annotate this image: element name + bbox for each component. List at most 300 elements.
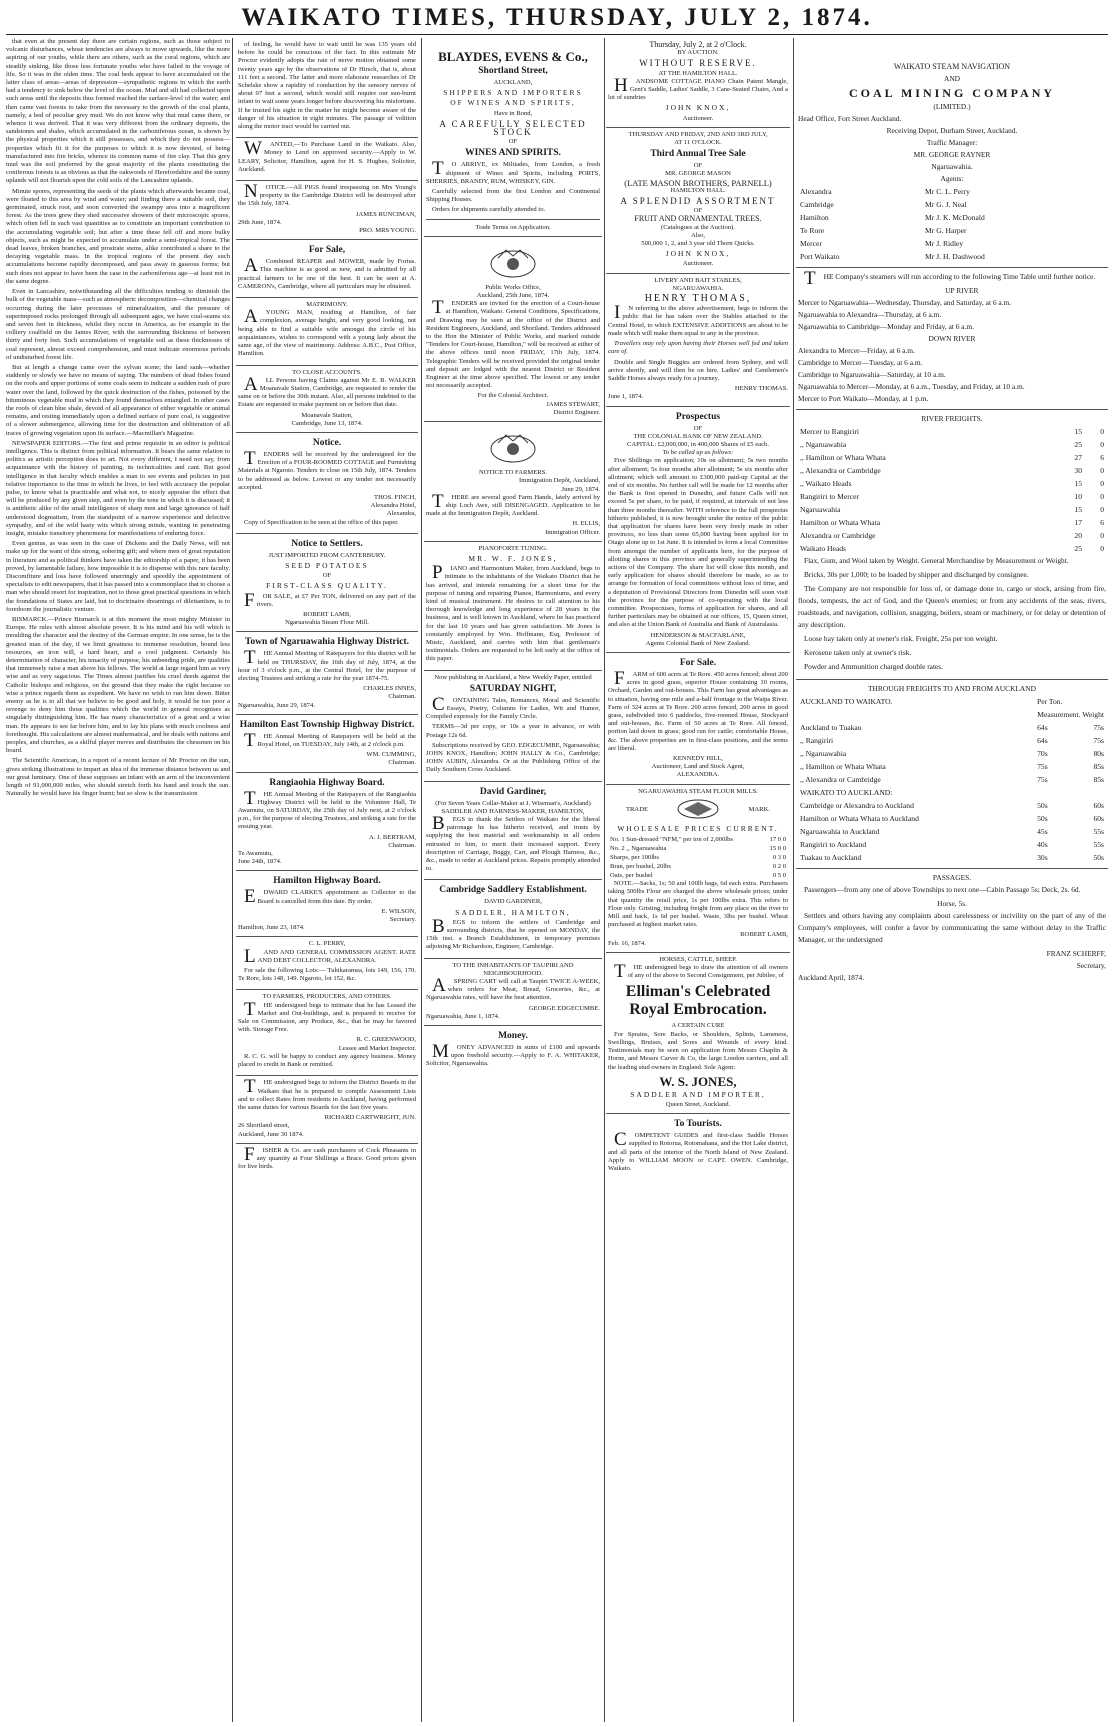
ad-text: FARM of 600 acres at Te Rore. 450 acres fenced; about 200 acres in good grass, superior House containing 10 rooms, Orchard, Garden and out-houses. This Farm has great advantages as to situation, having one mile and a-half frontage to the Waipa River. Farm of 324 acres at Te Rore. 260 acres fenced, 200 acres in good grass, subdivided into 6 paddocks, five-roomed House, Stockyard and out-houses, &c. Farm of 50 acres at Te Rore. All fenced, portion laid down in grass; good run for cattle; comfortable House, &c. The above properties are in first-class positions, and the terms are liberal. [608,668,788,752]
table-cell: 64s [1037,723,1048,732]
table-cell: 10 [1074,492,1082,501]
ad-notice-farmers [424,422,602,542]
table-cell: ,, Hamilton or Whata Whata [800,453,886,462]
ad-heading: TO CLOSE ACCOUNTS. [292,368,362,376]
table-row [798,721,1106,734]
table-cell: 85s [1093,762,1104,771]
ad-subheading: WHOLESALE PRICES CURRENT. [617,824,779,834]
column-divider [421,38,422,1722]
masthead [0,0,1114,34]
article-paragraph: BISMARCK.—Prince Bismarck is at this moment the most mighty Minister in Europe. He rules with almost absolute power. It is his mind and his will which is moulding the character and the destiny of the German empire. In one sense, he is the greatest man of the day, if we limit greatness to immense resolution, bound less resources, an iron will, a hard heart, and a cool judgment. Certainly his determination of character, his tenacity of purpose, his unbending pride, are qualities that immensely raise a man above his fellows. The world at large regard him as very wise and as very sagacious. The Times almost justifies his cruel deeds against the Catholic bishops and religious, on the ground that they make the right because so wise a prince regards them as expedient. We have no wish to run him down. Bitter enemy as he is to all that we believe to be good and holy, it would be too poor a revenge to deny him those qualities which the world in general recognises as singularly distinguishing him. He has many characteristics of a great and a wise man. He appears to see far before him, and to lay his plans with much coolness and forethought. His calculations are almost mathematical, and he deals with nations and peoples, and churches, as a skilful player moves and distributes the chessmen on his board. [6,616,230,755]
ad-heading: David Gardiner, [479,786,547,797]
table-cell: Rangiriri to Mercer [800,492,860,501]
ad-signature: FRANZ SCHERFF, [1046,949,1106,958]
ad-flour-mills [606,785,790,953]
ad-passages [796,869,1108,988]
ad-signature: Agents Colonial Bank of New Zealand. [645,639,751,647]
ad-signature: Secretary. [389,916,416,924]
table-cell: 60s [1093,801,1104,810]
crown-emblem-icon [478,244,548,280]
table-cell: 0 [1100,427,1104,436]
ad-subheading: OF [693,207,703,215]
table-cell: Te Rore [800,226,825,235]
ad-heading: To Tourists. [674,1119,722,1130]
ad-subheading: THROUGH FREIGHTS TO AND FROM AUCKLAND [868,684,1036,693]
table-cell: ,, Ngaruawahia [800,749,847,758]
ad-subheading: Trade Terms on Application. [475,223,551,231]
ad-signature: PRO. MRS YOUNG. [359,227,416,235]
ad-subheading: AT THE HAMILTON HALL. [658,69,738,77]
timetable-line: Mercer to Ngaruawahia—Wednesday, Thursday, and Saturday, at 6 a.m. [798,298,1012,307]
ad-subheading: Have in Bond, [493,109,533,117]
ad-colonial-bank [606,407,790,653]
table-cell: Hamilton [800,213,829,222]
ad-text: LAND AND GENERAL COMMISSION AGENT. RATE AND DEBT COLLECTOR, ALEXANDRA. [244,945,416,967]
ad-subheading: (LIMITED.) [933,102,971,111]
table-cell: 50s [1037,801,1048,810]
ad-steam-navigation [796,38,1108,268]
ad-subheading: MR. GEORGE MASON [665,170,731,178]
table-cell: 17 0 0 [769,836,786,844]
table-cell: Alexandra or Cambridge [800,531,876,540]
ad-text: NOTE.—Sacks, 1s; 50 and 100lb bags, 6d each extra. Purchasers taking 500lbs Flour are charged the above wholesale prices; under that quantity the retail price, 1s per 100lbs extra. This refers to Flour only. Gristing, including freight from any place on the river to Mill and back, 1s 6d per bushel. Waste, 3lbs per bushel. Wheat purchased at highest market rates. [608,880,788,929]
ad-text: Receiving Depot, Durham Street, Auckland. [886,126,1018,135]
table-row [798,477,1106,490]
ad-subheading: FIRST-CLASS QUALITY. [266,581,388,591]
ad-text: Passengers—from any one of above Townships to next one—Cabin Passage 5s; Deck, 2s. 6d. [804,885,1081,894]
table-cell: 75s [1093,736,1104,745]
ad-heading: Cambridge Saddlery Establishment. [439,885,587,896]
ad-signature: JAMES RUNCIMAN, [355,210,416,218]
ad-subheading: DOWN RIVER [928,334,976,343]
table-cell: Port Waikato [800,252,840,261]
table-row [798,799,1106,812]
ad-text: FISHER & Co. are cash purchasers of Cock Pheasants in any quantity at Four Shillings a Brace. Good prices given for live birds. [238,1143,416,1171]
ad-subheading: AUCKLAND, [493,79,533,86]
newspaper-title: WAIKATO TIMES, THURSDAY, JULY 2, 1874. [241,4,873,31]
ad-subheading: THURSDAY AND FRIDAY, 2ND AND 3RD JULY, [628,130,768,138]
table-row [798,250,1106,263]
ad-date: Feb. 16, 1874. [608,939,646,947]
table-cell: Rangiriri to Auckland [800,840,867,849]
table-cell: Hamilton or Whata Whata to Auckland [800,814,919,823]
ad-text: MONEY ADVANCED in sums of £100 and upwards upon freehold security.—Apply to F. A. WHITAKER, Solicitor, Ngaruawahia. [426,1041,600,1068]
table-cell: Oats, per bushel [610,872,653,880]
table-cell: Mr G. J. Neal [925,200,967,209]
ad-heading: Hamilton Highway Board. [273,876,381,887]
ad-text: Copy of Specification to be seen at the office of this paper. [244,518,399,526]
ad-signature: 26 Shortland street, [238,1122,290,1130]
table-cell: 17 [1074,518,1082,527]
ad-text: THE undersigned begs to inform the District Boards in the Waikato that he is prepared to compile Assessment Lists and to collect Rates from residents in Auckland, having performed the same duties for various Boards for the last five years. [238,1076,416,1111]
table-cell: Mr J. H. Dashwood [925,252,985,261]
ad-signature: Auctioneer, Land and Stock Agent, [651,763,745,771]
ad-text: MR. GEORGE RAYNER [913,150,991,159]
table-cell: ,, Ngaruawahia [800,440,847,449]
table-cell: 0 [1100,466,1104,475]
ad-taupiri [424,959,602,1026]
ad-text: EDWARD CLARKE'S appointment as Collector to the Board is cancelled from this date. By order. [244,886,416,908]
table-cell: ,, Rangiriri [800,736,834,745]
ad-subheading: (For Seven Years Collar-Maker at J. Wiseman's, Auckland) SADDLER AND HARNESS-MAKER, HAMILTON, [435,799,591,815]
ad-heading: MATRIMONY. [306,301,348,309]
ad-signature: Alexandra Hotel, [370,502,416,510]
ad-text: TO ARRIVE, ex Miltiades, from London, a fresh shipment of Wines and Spirits, including PORTS, SHERRIES, BRANDY, RUM, WHISKEY, GIN. [426,158,600,185]
ad-text: BEGS to inform the settlers of Cambridge and surrounding districts, that he opened on MONDAY, the 15th inst. a Branch Establishment, in temporary premises adjoining Mr Richardson, Engineer, Cambridge. [426,915,600,951]
ad-text: TERMS—3d per copy, or 10s a year in advance, or with Postage 12s 6d. [426,723,600,739]
ad-text: THE undersigned begs to intimate that he has Leased the Market and Out-buildings, and is prepared to receive for Sale on Commission, any Produce, &c., that he may be favored with. Storage Free. [238,998,416,1034]
ad-heading: Town of Ngaruawahia Highway District. [244,637,410,648]
ad-heading: Rangiaohia Highway Board. [269,777,385,788]
ad-text: Carefully selected from the first London and Continental Shipping Houses. [426,188,600,204]
table-row [798,464,1106,477]
ad-subheading: BY AUCTION. [677,49,719,57]
table-cell: 27 [1074,453,1082,462]
table-cell: 20 [1074,531,1082,540]
table-row [798,760,1106,773]
table-row [798,185,1106,198]
table-cell: 70s [1037,749,1048,758]
ad-signature: H. ELLIS, [572,520,600,528]
ad-subheading: PASSAGES. [932,873,972,882]
table-cell: No. 2 ,, Ngaruawahia [610,845,667,853]
ad-signature: R. C. GREENWOOD, [356,1036,416,1044]
ad-date: Hamilton, June 23, 1874. [238,924,305,932]
ad-subheading: AT 11 O'CLOCK. [674,139,722,147]
article-paragraph: The Scientific American, in a report of a recent lecture of Mr Proctor on the sun, gives striking illustrations to impart an idea of the immense distance between us and our great luminary. One of these supposes an infant with an arm of the inconvenient length of 91,000,000 miles, who should stretch forth his hand and touch the sun. Naturally he would have his finger burnt; but so slow is the transmission [6,757,230,798]
column-divider [793,38,794,1722]
table-row [608,835,788,844]
ad-heading: Prospectus [675,411,721,422]
ad-signature: JOHN KNOX, [665,249,731,259]
table-row [798,542,1106,555]
ad-hamilton-east [236,715,418,773]
ad-text: ASPRING CART will call at Taupiri TWICE A-WEEK, when orders for Meat, Bread, Groceries, &c., at Ngaruawahia rates, will have the best attention. [426,975,600,1002]
column-notices [236,38,418,1722]
ad-text: Head Office, Fort Street Auckland. [798,114,902,123]
column-editorial [6,38,230,1722]
ad-text: HANDSOME COTTAGE PIANO Chain Patent Mangle, Gent's Saddle, Ladies' Saddle, 3 Cane-Seated Chairs, And a lot of sundries [608,74,788,102]
table-cell: 60s [1093,814,1104,823]
ad-river-freights [796,410,1108,680]
table-cell: 75s [1093,723,1104,732]
ad-heading: Notice to Settlers. [291,538,363,549]
ad-heading: LIVERY AND BAIT STABLES, [654,276,742,284]
ad-heading: W. S. JONES, [659,1073,737,1089]
ad-saturday-night [424,671,602,782]
ad-subheading: JUST IMPORTED FROM CANTERBURY. [268,551,386,559]
agents-table [798,185,1106,263]
table-header: WAIKATO TO AUCKLAND: [800,788,893,797]
table-cell: 25 [1074,544,1082,553]
ad-text: PIANO and Harmonium Maker, from Auckland, begs to intimate to the inhabitants of the Waikato District that he has arrived, and intends remaining for a short time for the purpose of tuning and repairing Pianos, Harmoniums, and every kind of musical instrument. He desires to call attention to his thorough knowledge and long experience of 28 years in the business, and is well known in Auckland, where he has practiced for the last 10 years and has given satisfaction. Mr Jones is constantly employed by Wm. Hoffmann, Esq, Professor of Music, Auckland, and carries with him that gentleman's testimonials. Orders are requested to be left early at the office of this paper. [426,562,600,663]
ad-text: ALL Persons having Claims against Mr E. B. WALKER Moanavale Station, Cambridge, are requested to render the same on or before the 30th instant. Also, all persons indebted to the Estate are requested to make payment on or before that date. [238,373,416,409]
table-cell: 15 [1074,427,1082,436]
ad-date: Auckland April, 1874. [798,973,865,982]
table-row [608,862,788,871]
ad-date: June 24th, 1874. [238,858,282,866]
ad-text: Powder and Ammunition charged double rates. [804,662,944,671]
table-cell: 45s [1037,827,1048,836]
ad-heading: Elliman's Celebrated Royal Embrocation. [625,983,771,1019]
trade-mark [626,798,770,823]
table-header: AUCKLAND TO WAIKATO. [800,697,893,706]
ad-signature: Chairman. [388,759,416,767]
ad-signature: ROBERT LAMB, [740,931,788,939]
table-cell: 55s [1093,840,1104,849]
table-cell: Tuakau to Auckland [800,853,862,862]
ad-text: Loose hay taken only at owner's risk. Freight, 25s per ton weight. [804,634,998,643]
ad-close-accounts [236,366,418,433]
ad-heading: Notice. [312,437,342,448]
ad-text: Ngaruawahia. [931,162,973,171]
table-cell: Mercer to Rangiriri [800,427,860,436]
table-cell: ,, Waikato Heads [800,479,852,488]
ad-date: Te Awamutu, [238,850,273,858]
table-row [608,844,788,853]
ad-subheading: SHIPPERS AND IMPORTERS [443,88,583,98]
table-cell: 80s [1093,749,1104,758]
ad-text: ACombined REAPER and MOWER, made by Fortus. This machine is as good as new, and is admitted by all practical farmers to be one of the best. It can be seen at A. CAMERON's, Cambridge, where all particulars may be obtained. [238,255,416,290]
ad-subheading: Shortland Street, [478,66,548,76]
ad-heading: C. L. PERRY, [308,940,346,948]
table-row [798,198,1106,211]
table-cell: Bran, per bushel, 20lbs [610,863,671,871]
table-cell: 75s [1037,775,1048,784]
ad-subheading: (LATE MASON BROTHERS, PARNELL) [624,177,772,188]
ad-text: THE Annual Meeting of the Ratepayers of the Rangiaohia Highway District will be held in the Volunteer Hall, Te Awamutu, on SATURDAY, the 25th day of July next, at 2 o'clock p.m., for the purpose of electing Trustees, and striking a rate for the ensuing year. [238,787,416,831]
timetable-line: Cambridge to Mercer—Tuesday, at 6 a.m. [798,358,923,367]
table-cell: 15 [1074,479,1082,488]
ad-subheading: OF [693,162,703,170]
ad-heading: NGARUAWAHIA STEAM FLOUR MILLS. [638,787,758,795]
ad-tourists [606,1114,790,1179]
ad-hamilton-board [236,871,418,937]
table-cell: Mr J. K. McDonald [925,213,985,222]
ad-date: Auckland, June 30 1874. [238,1130,304,1138]
ad-township-meeting [236,632,418,714]
ad-signature: HENDERSON & MACFARLANE, [650,631,746,639]
ad-signature: Ngaruawahia Steam Flour Mill. [285,619,369,627]
table-cell: ,, Alexandra or Cambridge [800,466,881,475]
table-cell: 55s [1093,827,1104,836]
ad-signature: KENNEDY HILL, [673,755,723,763]
ad-blaydes-evens [424,38,602,237]
ad-elliman [606,953,790,1114]
table-cell: 0 5 0 [772,872,786,880]
ad-subheading: SADDLER, HAMILTON, [455,907,571,917]
ad-wanted [236,138,418,181]
trade-label: TRADE [626,806,648,814]
ad-text: TENDERS are invited for the erection of a Court-house at Hamilton, Waikato. General Conditions, Specifications, and Drawing may be seen at the office of the District and Resident Engineers, Auckland, and Shortland. Tenders addressed to the Hon the Minister of Public Works, and marked outside "Tenders for Court-house, Hamilton," will be received at either of the above offices until noon FRIDAY, 17th July, 1874. Telegraphic Tenders will be received provided the original tender and deposit are lodged with the nearest District or Resident Engineer at the time above specified. The lowest or any tender not necessarily accepted. [426,297,600,390]
ad-signature: Alexandra, [386,510,416,518]
table-row [798,851,1106,864]
ad-date: 29th June, 1874. [238,218,282,226]
ad-tree-sale [606,128,790,274]
table-cell: Mr J. Ridley [925,239,964,248]
ad-subheading: OF [693,424,703,432]
ad-text: FOR SALE, at £7 Per TON, delivered on any part of the rivers. [244,589,416,611]
table-cell: 0 2 0 [772,863,786,871]
table-cell: 25 [1074,440,1082,449]
trade-mark-icon [676,798,720,823]
table-row [798,529,1106,542]
ad-text: For sale the following Lots:— Tuhikaramea, lots 149, 156, 170. Te Rore, lots 148, 149. Ngaroto, lot 152, &c. [238,967,416,983]
table-row [798,490,1106,503]
ad-date: Auckland, 25th June, 1874. [476,292,550,300]
ad-text: CAPITAL: £2,000,000, in 400,000 Shares of £5 each. [627,440,769,448]
ad-signature: RICHARD CARTWRIGHT, JUN. [324,1114,416,1122]
ad-text: Horse, 5s. [937,899,967,908]
ad-matrimony [236,298,418,365]
ad-signature: District Engineer. [553,408,600,416]
table-row [798,237,1106,250]
ad-heading: For Sale, [308,245,346,256]
ad-subheading: THE COLONIAL BANK OF NEW ZEALAND. [633,432,763,440]
ad-signature: Auctioneer. [682,260,714,268]
ad-text: (Catalogues at the Auction). [661,223,735,231]
table-row [798,773,1106,786]
table-cell: Mr C. L. Perry [925,187,970,196]
table-cell: 0 [1100,505,1104,514]
article-paragraph: of feeling, he would have to wait until he was 135 years old before he could be conscious of the fact. In this estimate Mr Proctor evidently adopts the rate of nerve motion obtained some twenty years ago by the observations of Dr Hirsch, that is, about 111 feet a second. The latter and more elaborate researches of Dr Schelske show a rapidity of conduction by the sensory nerves of about 97 feet a second, which would still require our sun-burnt infant to wait some years longer before discovering his misfortune. If he trusted his sight in the matter he might become aware of the danger of his situation in eight minutes. The passage of volition along the motor tract would be carried out. [238,41,416,131]
ad-subheading: OF [508,138,518,146]
table-row [798,838,1106,851]
timetable-line: Ngaruawahia to Alexandra—Thursday, at 6 a.m. [798,310,942,319]
table-cell: 6 [1100,518,1104,527]
ad-text: Agents: [940,174,964,183]
ad-cartwright [236,1076,418,1143]
ad-subheading: A CERTAIN CURE [671,1022,725,1030]
ad-text: Five Shillings on application; 10s on allotment; 5s two months after allotment; 5s four months after allotment; 5s six months after allotment; which will amount to £300,000 paid-up Capital at the end of six months. No further call will be made for 12 months after the Bank is first opened in Dunedin, and future Calls will not exceed 5s per share, to be paid, if required, at intervals of not less than three months thereafter. WITH reference to the full prospectus hitherto published, it is now brought under the notice of the public that application for shares have been very freely made in other provinces, no less than some 65,000 having been applied for in Otago alone up to 1st June. It is intended to form a local Committee from amongst the number of applicants here, for the purpose of allotting shares in this province and generally superintending the actions of the Company. The share list will close this month, and early application for shares should therefore be made, so as to arrange for formation of local committees without loss of time, and a deputation of Provisional Directors from Dunedin will soon visit the province for the purpose of co-operating with the local committee. Prospectuses, forms of application for shares, and all further particulars may be obtained at our offices, 15, Queen street, and also at the Union Bank of Australia and Bank of Australasia. [608,457,788,629]
table-row [798,734,1106,747]
ad-subheading: HAMILTON HALL. [670,186,726,194]
ad-subheading: Queen Street, Auckland. [665,1100,731,1108]
article-continuation [236,38,418,138]
ad-money [424,1026,602,1075]
ad-text: The Company are not responsible for loss of, or damage done to, cargo or stock, arising from fire, floods, tempests, the act of God, and the Queen's enemies; or from any accidents of the seas, rivers, roadsteads, and navigation, collision, snagging, boilers, steam or machinery, or for delay or detention of any description. [798,584,1106,629]
table-row [798,516,1106,529]
ad-piano-tuning [424,542,602,671]
ad-heading: HENRY THOMAS, [644,293,752,305]
ad-heading: COAL MINING COMPANY [848,86,1056,100]
ad-cambridge-saddlery [424,880,602,958]
ad-signature: ALEXANDRA. [676,771,720,779]
ad-text: Kerosene taken only at owner's risk. [804,648,912,657]
table-cell: No. 1 Sun-dressed "NFM," per ton of 2,000lbs [610,836,733,844]
ad-signature: WM. CUMMING, [366,751,416,759]
column-divider [232,38,233,1722]
table-cell: Waikato Heads [800,544,846,553]
ad-timetable [796,268,1108,410]
ad-signature: E. WILSON, [381,907,416,915]
ad-subheading: DAVID GARDINER, [484,898,542,906]
ad-signature: THOS. FINCH, [374,493,416,501]
ad-heading: For Sale. [679,658,717,668]
ad-heading: HORSES, CATTLE, SHEEP. [659,955,737,963]
column-divider [604,38,605,1722]
ad-text: THE Annual Meeting of Ratepayers for this district will be held on THURSDAY, the 16th day of July, 1874, at the hour of 3 o'clock p.m., at the Central Hotel, for the purpose of electing Trustees and striking a rate for the year 1874-75. [238,647,416,682]
ad-date: June 29, 1874. [561,485,600,493]
ad-david-gardiner [424,782,602,881]
ad-text: Orders for shipments carefully attended to. [432,206,546,214]
ad-auction-piano [606,38,790,128]
ad-pigs-notice [236,181,418,240]
masthead-rule [6,34,1108,35]
ad-signature: Chairman. [388,693,416,701]
ad-farmers-market [236,990,418,1076]
column-steam-navigation [796,38,1108,1722]
ad-text: 500,000 1, 2, and 3 year old Thorn Quicks. [641,240,755,248]
ad-seed-potatoes [236,534,418,633]
ad-text: THE Annual Meeting of Ratepayers will be held at the Royal Hotel, on TUESDAY, July 14th, at 2 o'clock p.m. [244,729,416,751]
table-cell: ,, Hamilton or Whata Whata [800,762,886,771]
article-paragraph: that even at the present day there are certain regions, such as those subject to volcanic disturbances, whose tendencies are always to move upwards, like the more aspiring of our youths, while there are others, such as the coral regions, which are steadily sinking, like those less fortunate youths who have failed in the voyage of life. So it was in the olden time. The coal beds appear to have accumulated on the latter class of areas—areas of depression—sympathetic regions in which the earth had a tendency to sink below the level of the ocean. Mud and silt had collected upon such areas until the deposits thus formed reached the surface-level of the water; and then came vast forests to take from the necessary to the growth of the coal plants, namely, a bed of peculiar grey mud. We do not know why that mud came there, or whence it was derived. That it was very different from the ordinary deposits, the sandstones and shales, which accumulated in the carboniferous ocean, is shown by the physical properties which it still possesses, and which they do not possess—properties which fit it for the purposes to which it is now devoted, of being manufactured into fire bricks, whence its common name of fire clay. That this grey mud was the soil preferred by the great majority of the plants constituting the coniferous forests is as obvious as that the oakwoods of Herefordshire and the sunny uplands will not flourish upon the cold soils of the Lancashire uplands. [6,38,230,185]
article-paragraph: Even in Lancashire, notwithstanding all the difficulties tending to diminish the bulk of the vegetable mass—such as atmospheric decomposition—chemical changes occurring during the later processes of mineralization, and the pressure of superimposed rocks prolonged through all subsequent ages, we have coal-seams six and seven feet in thickness, whilst they occur in America, as for example in the colliery coalfield on the James River, with the surrounding thickness of between thirty and forty feet. Such accumulations of vegetable soil as these thicknesses of coal represent, almost exceed comprehension, and must indicate enormous periods of undisturbed forest life. [6,288,230,361]
ad-subheading: WINES AND SPIRITS. [465,148,561,159]
table-row [798,747,1106,760]
ad-subheading: SADDLER AND IMPORTER, [630,1089,766,1099]
ad-subheading: NGARUAWAHIA. [672,284,724,292]
ad-text: Double and Single Buggies are ordered from Sydney, and will arrive shortly, and will then be on hire. Ladies' and Gentlemen's Saddle Horses always ready for a journey. [608,358,788,382]
ad-subheading: WITHOUT RESERVE. [639,58,757,69]
ad-subheading: UP RIVER [945,286,979,295]
ad-text: Flax, Gum, and Wool taken by Weight. General Merchandise by Measurement or Weight. [804,556,1069,565]
table-cell: 30s [1037,853,1048,862]
ad-signature: CHARLES INNES, [363,685,416,693]
ad-text: BEGS to thank the Settlers of Waikato for the liberal patronage he has hitherto received, and trusts by supplying the best material and workmanship in all orders entrusted to him, to merit their increased support. Every description of Carriage, Buggy, Cart, and Plough Harness, &c., &c., made to order at Auckland prices. Repairs promptly attended to. [426,813,600,873]
ad-heading: Hamilton East Township Highway District. [239,719,415,730]
ad-text: Settlers and others having any complaints about carelessness or incivility on the part of any of the Company's employees, will confer a favor by communicating the same without delay to the Traffic Manager, or the undersigned [798,911,1106,944]
ad-heading: TO FARMERS, PRODUCERS, AND OTHERS. [262,993,392,1001]
table-cell: 40s [1037,840,1048,849]
table-cell: 0 [1100,544,1104,553]
table-cell: Ngaruawahia [800,505,841,514]
table-cell: 50s [1037,814,1048,823]
ad-signature: Lessee and Market Inspector. [338,1044,416,1052]
table-row [798,438,1106,451]
through-freights-table [798,695,1106,864]
table-cell: Ngaruawahia to Auckland [800,827,880,836]
ad-signature: ROBERT LAMB, [303,610,351,618]
table-cell: 75s [1037,762,1048,771]
table-cell: Mercer [800,239,822,248]
table-cell: 0 [1100,531,1104,540]
ad-fisher [236,1144,418,1178]
ad-signature: HENRY THOMAS. [734,385,788,393]
ad-heading: WAIKATO STEAM NAVIGATION [893,62,1011,71]
table-cell: Sharps, per 100lbs [610,854,659,862]
ad-subheading: SEED POTATOES [285,560,369,570]
table-row [798,451,1106,464]
ad-court-house-tenders [424,237,602,422]
article-paragraph: Minute spores, representing the seeds of the plants which afterwards became coal, were floated to this area by wind and water; and finding there a suitable soil, they germinated, struck root, and soon converted the swampy area into a magnificent forest. As the trees grew they shed successive showers of their microscopic spores, which often fell in such vast quantities as to constitute an important contribution to the accumulating vegetable soil; but after a time these fell off and more bulky objects, such as might be expected to accumulate under a semi-tropical forest. The dead leaves, broken branches, and prostrate stems, alike contributed a share to the decaying vegetable mass. In the tropical regions of the present day such accumulations become rapidly decomposed, and pass away in gaseous forms; but such does not appear to have been the case in the carboniferous age—at least not in the same degree. [6,187,230,285]
ad-text: Also, [690,231,706,239]
table-row [608,871,788,880]
ad-text: Traffic Manager: [926,138,978,147]
ad-signature: JOHN KNOX, [665,103,731,113]
ad-signature: A. J. BERTRAM, [368,833,416,841]
table-cell: 0 [1100,479,1104,488]
ad-text: Bricks, 30s per 1,000; to be loaded by shipper and discharged by consignee. [804,570,1029,579]
ad-subheading: RIVER FREIGHTS. [921,414,983,423]
table-row [798,224,1106,237]
timetable-line: Mercer to Port Waikato—Monday, at 1 p.m. [798,394,929,403]
ad-text: COMPETENT GUIDES and first-class Saddle Horses supplied to Rotorua, Rotomahana, and the Hot Lake district, and all parts of the interior of the North Island of New Zealand. Apply to WILLIAM MOON or CAPT. OWEN. Cambridge, Waikato. [608,1129,788,1172]
ad-signature: Auctioneer. [682,114,714,122]
table-header: Per Ton. [1036,697,1063,706]
ad-signature: Chairman. [388,841,416,849]
